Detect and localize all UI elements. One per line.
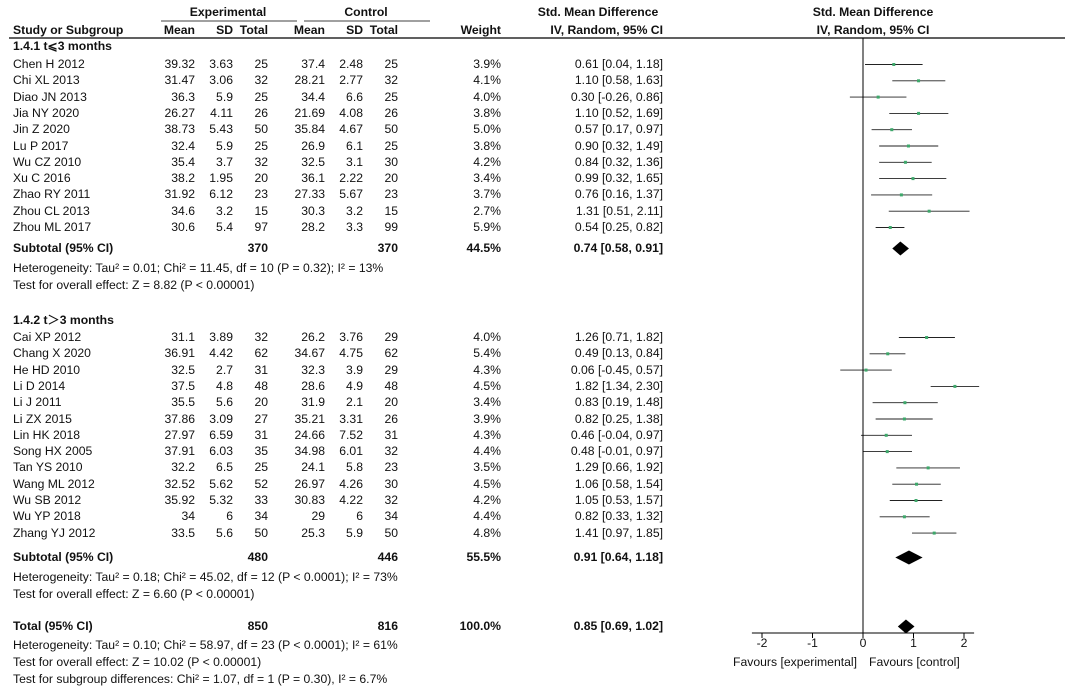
smd-ci: 1.05 [0.53, 1.57] xyxy=(574,493,663,507)
ctrl-sd: 3.31 xyxy=(339,411,363,426)
exp-mean: 35.5 xyxy=(171,395,195,410)
ctrl-sd: 5.8 xyxy=(346,460,363,475)
weight: 3.9% xyxy=(473,411,501,426)
subtotal-exp-total: 480 xyxy=(247,550,268,564)
ctrl-total: 25 xyxy=(384,89,398,104)
study-name: Song HX 2005 xyxy=(13,444,93,459)
ctrl-mean: 30.3 xyxy=(301,203,325,218)
smd-ci: 0.46 [-0.04, 0.97] xyxy=(570,427,663,442)
study-name: Chang X 2020 xyxy=(13,346,91,361)
smd-ci: 0.83 [0.19, 1.48] xyxy=(574,395,663,410)
point-estimate xyxy=(892,63,895,66)
exp-sd: 6 xyxy=(226,509,233,524)
study-name: Cai XP 2012 xyxy=(13,330,82,344)
ctrl-total: 30 xyxy=(384,476,398,491)
exp-sd: 6.5 xyxy=(216,460,233,475)
x-tick-label: -2 xyxy=(756,636,768,650)
exp-total: 50 xyxy=(254,525,268,540)
study-name: Wang ML 2012 xyxy=(13,476,95,491)
exp-sd: 4.42 xyxy=(209,346,233,361)
ctrl-total: 20 xyxy=(384,171,398,186)
exp-total: 62 xyxy=(254,346,268,361)
exp-mean: 37.86 xyxy=(164,411,195,426)
point-estimate xyxy=(900,193,903,196)
subtotal-diamond xyxy=(895,551,922,565)
ctrl-mean: 21.69 xyxy=(294,105,325,120)
exp-total: 23 xyxy=(254,187,268,202)
ctrl-mean: 30.83 xyxy=(294,493,325,507)
point-estimate xyxy=(904,161,907,164)
weight: 3.4% xyxy=(473,171,501,186)
exp-mean: 37.5 xyxy=(171,378,195,393)
exp-mean: 36.91 xyxy=(164,346,195,361)
weight: 2.7% xyxy=(473,203,501,218)
subtotal-ci: 0.91 [0.64, 1.18] xyxy=(573,550,663,564)
exp-total: 97 xyxy=(254,220,268,234)
exp-total: 26 xyxy=(254,105,268,120)
ctrl-mean: 29 xyxy=(311,509,325,524)
study-name: Jin Z 2020 xyxy=(13,122,70,137)
heterogeneity-text: Heterogeneity: Tau² = 0.01; Chi² = 11.45, df = 10 (P = 0.32); I² = 13% xyxy=(13,261,384,275)
ctrl-sd: 3.1 xyxy=(346,154,363,169)
weight: 4.4% xyxy=(473,509,501,524)
exp-mean-header: Mean xyxy=(163,23,195,37)
ctrl-mean: 25.3 xyxy=(301,525,325,540)
exp-mean: 32.5 xyxy=(171,362,195,377)
ctrl-sd: 5.9 xyxy=(346,525,363,540)
exp-total: 25 xyxy=(254,57,268,71)
smd-ci: 0.06 [-0.45, 0.57] xyxy=(570,362,663,377)
exp-sd: 3.89 xyxy=(209,330,233,344)
exp-sd: 4.8 xyxy=(216,378,233,393)
exp-total: 27 xyxy=(254,411,268,426)
smd-ci: 0.82 [0.25, 1.38] xyxy=(574,411,663,426)
exp-mean: 34.6 xyxy=(171,203,195,218)
point-estimate xyxy=(903,515,906,518)
ctrl-sd: 4.67 xyxy=(339,122,363,137)
study-name: Zhao RY 2011 xyxy=(13,187,91,202)
ctrl-mean: 26.2 xyxy=(301,330,325,344)
ctrl-total: 62 xyxy=(384,346,398,361)
point-estimate xyxy=(907,145,910,148)
ctrl-sd: 4.26 xyxy=(339,476,363,491)
exp-mean: 32.2 xyxy=(171,460,195,475)
ctrl-mean-header: Mean xyxy=(293,23,325,37)
ctrl-sd: 5.67 xyxy=(339,187,363,202)
subtotal-ctrl-total: 370 xyxy=(377,241,398,255)
weight: 5.4% xyxy=(473,346,501,361)
point-estimate xyxy=(877,96,880,99)
exp-mean: 33.5 xyxy=(171,525,195,540)
ctrl-mean: 34.4 xyxy=(301,89,325,104)
smd-ci: 1.31 [0.51, 2.11] xyxy=(575,203,663,218)
exp-mean: 27.97 xyxy=(164,427,195,442)
ctrl-sd: 6.1 xyxy=(346,138,363,153)
subtotal-exp-total: 370 xyxy=(247,241,268,255)
subtotal-label: Subtotal (95% CI) xyxy=(13,241,114,255)
ctrl-total: 99 xyxy=(384,220,398,234)
exp-sd: 3.2 xyxy=(216,203,233,218)
exp-total: 33 xyxy=(254,493,268,507)
smd-ci: 0.57 [0.17, 0.97] xyxy=(574,122,663,137)
ctrl-total: 31 xyxy=(384,427,398,442)
exp-sd: 1.95 xyxy=(209,171,233,186)
exp-mean: 38.73 xyxy=(164,122,195,137)
ctrl-total: 50 xyxy=(384,122,398,137)
x-tick-label: -1 xyxy=(807,636,818,650)
exp-mean: 35.92 xyxy=(164,493,195,507)
smd-ci: 0.48 [-0.01, 0.97] xyxy=(570,444,663,459)
plot-method-header: IV, Random, 95% CI xyxy=(816,23,930,37)
weight: 4.0% xyxy=(473,330,501,344)
ctrl-sd: 2.1 xyxy=(346,395,363,410)
favours-right-label: Favours [control] xyxy=(869,655,960,669)
point-estimate xyxy=(928,210,931,213)
smd-ci: 1.26 [0.71, 1.82] xyxy=(574,330,663,344)
smd-ci: 0.61 [0.04, 1.18] xyxy=(574,57,663,71)
weight: 4.5% xyxy=(473,476,501,491)
exp-mean: 35.4 xyxy=(171,154,195,169)
exp-total: 25 xyxy=(254,138,268,153)
study-name: Chi XL 2013 xyxy=(13,73,80,88)
exp-mean: 34 xyxy=(181,509,195,524)
ctrl-mean: 26.97 xyxy=(294,476,325,491)
exp-mean: 30.6 xyxy=(171,220,195,234)
ctrl-total: 34 xyxy=(384,509,398,524)
favours-left-label: Favours [experimental] xyxy=(733,655,857,669)
smd-ci: 0.82 [0.33, 1.32] xyxy=(574,509,663,524)
weight: 4.3% xyxy=(473,427,501,442)
ctrl-total-header: Total xyxy=(369,23,398,37)
weight: 4.8% xyxy=(473,525,501,540)
subgroup-differences-text: Test for subgroup differences: Chi² = 1.07, df = 1 (P = 0.30), I² = 6.7% xyxy=(13,672,388,686)
x-tick-label: 0 xyxy=(859,636,867,650)
exp-mean: 36.3 xyxy=(171,89,195,104)
point-estimate xyxy=(911,177,914,180)
exp-sd: 5.32 xyxy=(209,493,233,507)
point-estimate xyxy=(903,418,906,421)
ctrl-sd: 6 xyxy=(356,509,363,524)
ctrl-mean: 31.9 xyxy=(301,395,325,410)
ctrl-mean: 35.21 xyxy=(294,411,325,426)
exp-total: 34 xyxy=(254,509,268,524)
study-name: Diao JN 2013 xyxy=(13,89,87,104)
ctrl-mean: 37.4 xyxy=(301,57,325,71)
subtotal-weight: 55.5% xyxy=(466,550,501,564)
ctrl-sd: 4.75 xyxy=(339,346,363,361)
subtotal-label: Subtotal (95% CI) xyxy=(13,550,114,564)
weight: 3.9% xyxy=(473,57,501,71)
exp-sd: 5.6 xyxy=(216,525,233,540)
exp-sd: 5.9 xyxy=(216,138,233,153)
exp-total: 15 xyxy=(254,203,268,218)
weight: 4.0% xyxy=(473,89,501,104)
study-name: Wu CZ 2010 xyxy=(13,154,82,169)
weight: 3.8% xyxy=(473,105,501,120)
weight: 4.4% xyxy=(473,444,501,459)
ctrl-total: 25 xyxy=(384,138,398,153)
ctrl-total: 23 xyxy=(384,460,398,475)
ctrl-total: 26 xyxy=(384,411,398,426)
ctrl-sd: 3.3 xyxy=(346,220,363,234)
ctrl-total: 20 xyxy=(384,395,398,410)
ctrl-mean: 28.21 xyxy=(294,73,325,88)
overall-effect-text: Test for overall effect: Z = 8.82 (P < 0.00001) xyxy=(13,278,255,292)
study-name: Li ZX 2015 xyxy=(13,411,72,426)
weight: 4.1% xyxy=(473,73,501,88)
ctrl-mean: 32.3 xyxy=(301,362,325,377)
exp-total: 31 xyxy=(254,362,268,377)
point-estimate xyxy=(889,226,892,229)
ctrl-total: 50 xyxy=(384,525,398,540)
exp-mean: 31.1 xyxy=(171,330,195,344)
exp-total: 32 xyxy=(254,73,268,88)
ctrl-mean: 28.2 xyxy=(301,220,325,234)
total-heterogeneity-text: Heterogeneity: Tau² = 0.10; Chi² = 58.97, df = 23 (P < 0.0001); I² = 61% xyxy=(13,638,398,652)
ctrl-sd: 6.6 xyxy=(346,89,363,104)
point-estimate xyxy=(890,128,893,131)
ctrl-mean: 34.67 xyxy=(294,346,325,361)
ctrl-mean: 24.1 xyxy=(301,460,325,475)
weight: 5.9% xyxy=(473,220,501,234)
point-estimate xyxy=(933,532,936,535)
exp-mean: 38.2 xyxy=(171,171,195,186)
exp-total: 25 xyxy=(254,460,268,475)
ctrl-total: 23 xyxy=(384,187,398,202)
smd-ci: 1.10 [0.52, 1.69] xyxy=(574,105,663,120)
smd-ci: 0.30 [-0.26, 0.86] xyxy=(570,89,663,104)
exp-total: 52 xyxy=(254,476,268,491)
total-overall-effect-text: Test for overall effect: Z = 10.02 (P < 0.00001) xyxy=(13,655,262,669)
exp-total: 50 xyxy=(254,122,268,137)
ctrl-sd: 4.22 xyxy=(339,493,363,507)
study-name: Zhang YJ 2012 xyxy=(13,525,96,540)
ctrl-sd: 4.08 xyxy=(339,105,363,120)
total-ctrl-total: 816 xyxy=(377,619,398,633)
exp-sd-header: SD xyxy=(216,23,233,37)
exp-sd: 4.11 xyxy=(210,105,233,120)
exp-sd: 6.12 xyxy=(209,187,233,202)
subgroup-title: 1.4.2 t＞3 months xyxy=(13,313,114,327)
exp-sd: 3.7 xyxy=(216,154,233,169)
x-tick-label: 2 xyxy=(960,636,968,650)
exp-sd: 3.06 xyxy=(209,73,233,88)
ctrl-total: 15 xyxy=(384,203,398,218)
subgroup-title: 1.4.1 t⩽3 months xyxy=(13,39,112,53)
subtotal-ctrl-total: 446 xyxy=(377,550,398,564)
exp-mean: 32.52 xyxy=(164,476,195,491)
exp-sd: 5.4 xyxy=(216,220,233,234)
ctrl-mean: 28.6 xyxy=(301,378,325,393)
ctrl-sd: 2.77 xyxy=(339,73,363,88)
exp-total: 35 xyxy=(254,444,268,459)
point-estimate xyxy=(915,499,918,502)
smd-ci: 0.49 [0.13, 0.84] xyxy=(574,346,663,361)
exp-mean: 32.4 xyxy=(171,138,195,153)
exp-sd: 5.9 xyxy=(216,89,233,104)
ctrl-mean: 24.66 xyxy=(294,427,325,442)
total-ci: 0.85 [0.69, 1.02] xyxy=(573,619,663,633)
smd-ci: 1.29 [0.66, 1.92] xyxy=(574,460,663,475)
exp-mean: 31.92 xyxy=(164,187,195,202)
exp-sd: 6.03 xyxy=(209,444,233,459)
ctrl-sd: 3.9 xyxy=(346,362,363,377)
smd-ci: 1.82 [1.34, 2.30] xyxy=(574,378,663,393)
study-name: Zhou CL 2013 xyxy=(13,203,90,218)
ctrl-mean: 26.9 xyxy=(301,138,325,153)
point-estimate xyxy=(925,336,928,339)
ctrl-total: 48 xyxy=(384,378,398,393)
ctrl-mean: 32.5 xyxy=(301,154,325,169)
smd-method-header: IV, Random, 95% CI xyxy=(550,23,663,37)
ctrl-total: 26 xyxy=(384,105,398,120)
study-name: Li D 2014 xyxy=(13,378,66,393)
exp-sd: 3.09 xyxy=(209,411,233,426)
subtotal-weight: 44.5% xyxy=(466,241,501,255)
total-weight: 100.0% xyxy=(459,619,501,633)
exp-total: 32 xyxy=(254,154,268,169)
ctrl-total: 30 xyxy=(384,154,398,169)
ctrl-total: 29 xyxy=(384,330,398,344)
study-name: Li J 2011 xyxy=(13,395,62,410)
plot-title: Std. Mean Difference xyxy=(812,5,934,19)
smd-ci: 0.54 [0.25, 0.82] xyxy=(574,220,663,234)
total-diamond xyxy=(898,620,915,634)
exp-total: 20 xyxy=(254,171,268,186)
study-name: Xu C 2016 xyxy=(13,171,71,186)
point-estimate xyxy=(903,401,906,404)
ctrl-sd: 3.76 xyxy=(339,330,363,344)
study-name: Jia NY 2020 xyxy=(13,105,80,120)
weight: 3.4% xyxy=(473,395,501,410)
smd-ci: 1.41 [0.97, 1.85] xyxy=(574,525,663,540)
point-estimate xyxy=(865,369,868,372)
overall-effect-text: Test for overall effect: Z = 6.60 (P < 0.00001) xyxy=(13,587,255,601)
exp-total: 25 xyxy=(254,89,268,104)
weight: 4.2% xyxy=(473,154,501,169)
subtotal-diamond xyxy=(892,242,909,256)
smd-ci: 1.10 [0.58, 1.63] xyxy=(574,73,663,88)
ctrl-sd: 3.2 xyxy=(346,203,363,218)
point-estimate xyxy=(885,434,888,437)
exp-total: 48 xyxy=(254,378,268,393)
exp-mean: 37.91 xyxy=(164,444,195,459)
point-estimate xyxy=(953,385,956,388)
ctrl-sd: 2.48 xyxy=(339,57,363,71)
weight: 3.7% xyxy=(473,187,501,202)
study-col-header: Study or Subgroup xyxy=(13,23,124,37)
point-estimate xyxy=(917,112,920,115)
smd-ci: 0.99 [0.32, 1.65] xyxy=(574,171,663,186)
exp-sd: 2.7 xyxy=(216,362,233,377)
exp-total: 32 xyxy=(254,330,268,344)
weight: 4.3% xyxy=(473,362,501,377)
study-name: Chen H 2012 xyxy=(13,57,85,71)
point-estimate xyxy=(886,450,889,453)
ctrl-mean: 35.84 xyxy=(294,122,325,137)
heterogeneity-text: Heterogeneity: Tau² = 0.18; Chi² = 45.02, df = 12 (P < 0.0001); I² = 73% xyxy=(13,570,398,584)
smd-ci: 1.06 [0.58, 1.54] xyxy=(574,476,663,491)
smd-ci: 0.76 [0.16, 1.37] xyxy=(574,187,663,202)
weight-header: Weight xyxy=(460,23,501,37)
smd-ci: 0.84 [0.32, 1.36] xyxy=(574,154,663,169)
ctrl-mean: 27.33 xyxy=(294,187,325,202)
total-exp-total: 850 xyxy=(247,619,268,633)
weight: 3.8% xyxy=(473,138,501,153)
ctrl-mean: 36.1 xyxy=(301,171,325,186)
ctrl-sd: 7.52 xyxy=(339,427,363,442)
ctrl-total: 32 xyxy=(384,444,398,459)
exp-sd: 6.59 xyxy=(209,427,233,442)
weight: 3.5% xyxy=(473,460,501,475)
exp-mean: 31.47 xyxy=(164,73,195,88)
study-name: Zhou ML 2017 xyxy=(13,220,92,234)
ctrl-sd: 6.01 xyxy=(339,444,363,459)
experimental-header: Experimental xyxy=(189,5,267,19)
exp-total: 31 xyxy=(254,427,268,442)
total-label: Total (95% CI) xyxy=(13,619,93,633)
ctrl-sd: 4.9 xyxy=(346,378,363,393)
study-name: Lu P 2017 xyxy=(13,138,69,153)
study-name: He HD 2010 xyxy=(13,362,81,377)
smd-header: Std. Mean Difference xyxy=(537,5,659,19)
exp-sd: 5.62 xyxy=(209,476,233,491)
study-name: Wu YP 2018 xyxy=(13,509,81,524)
weight: 4.2% xyxy=(473,493,501,507)
control-header: Control xyxy=(344,5,388,19)
weight: 4.5% xyxy=(473,378,501,393)
ctrl-total: 32 xyxy=(384,73,398,88)
x-tick-label: 1 xyxy=(910,636,917,650)
ctrl-sd-header: SD xyxy=(346,23,363,37)
subtotal-ci: 0.74 [0.58, 0.91] xyxy=(573,241,663,255)
point-estimate xyxy=(917,79,920,82)
ctrl-sd: 2.22 xyxy=(339,171,363,186)
point-estimate xyxy=(927,466,930,469)
exp-total: 20 xyxy=(254,395,268,410)
exp-sd: 5.43 xyxy=(209,122,233,137)
point-estimate xyxy=(886,352,889,355)
ctrl-total: 29 xyxy=(384,362,398,377)
study-name: Wu SB 2012 xyxy=(13,493,82,507)
exp-total-header: Total xyxy=(239,23,268,37)
smd-ci: 0.90 [0.32, 1.49] xyxy=(574,138,663,153)
exp-sd: 3.63 xyxy=(209,57,233,71)
ctrl-total: 32 xyxy=(384,493,398,507)
ctrl-total: 25 xyxy=(384,57,398,71)
exp-mean: 26.27 xyxy=(164,105,195,120)
weight: 5.0% xyxy=(473,122,501,137)
study-name: Tan YS 2010 xyxy=(13,460,83,475)
point-estimate xyxy=(915,483,918,486)
ctrl-mean: 34.98 xyxy=(294,444,325,459)
study-name: Lin HK 2018 xyxy=(13,427,81,442)
exp-sd: 5.6 xyxy=(216,395,233,410)
exp-mean: 39.32 xyxy=(164,57,195,71)
